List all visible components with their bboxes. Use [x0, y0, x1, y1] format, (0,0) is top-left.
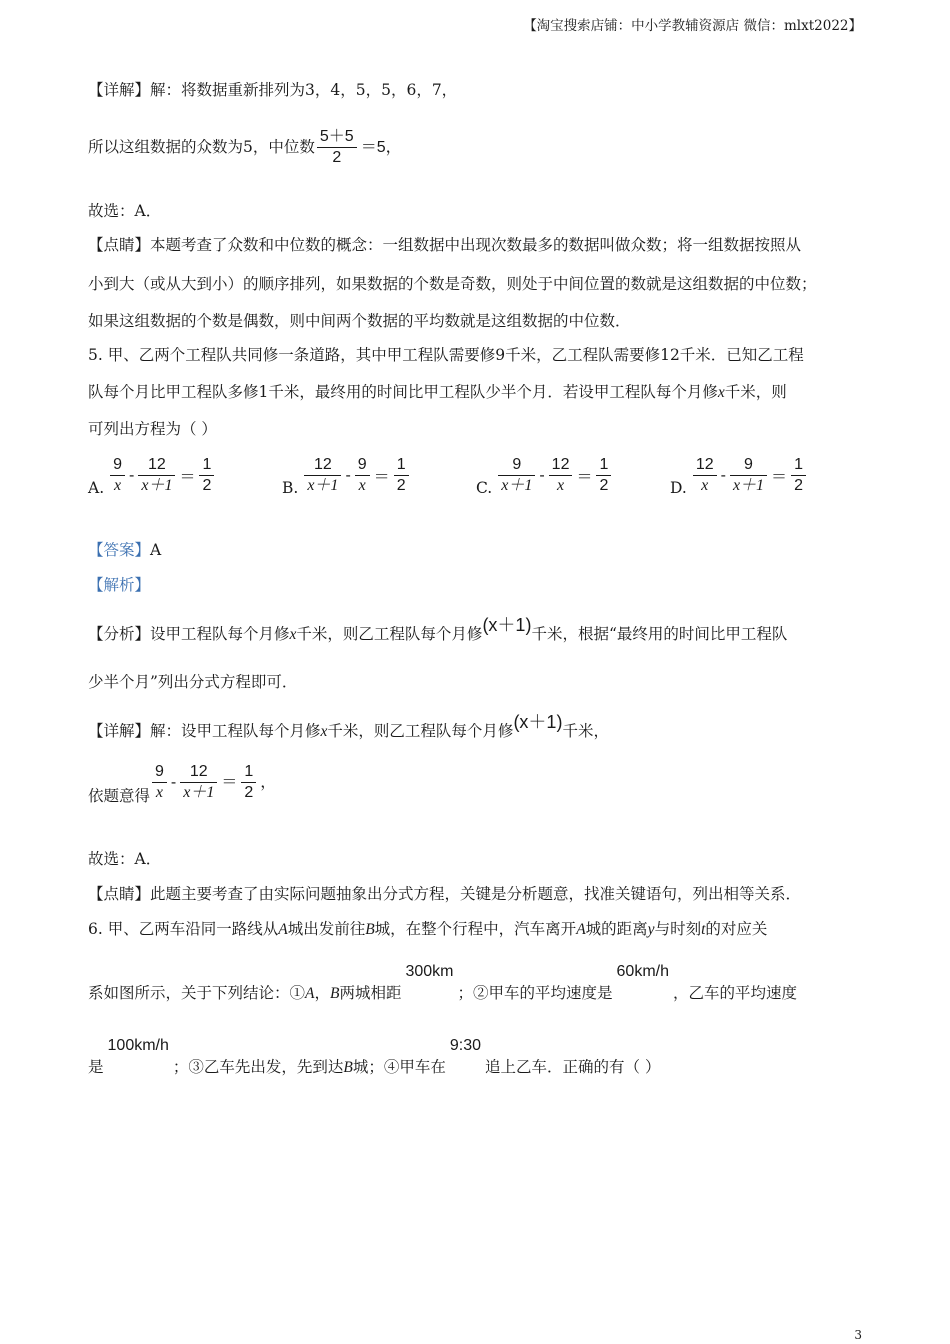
option-d[interactable]: D. $\frac{12}{x}$ - $\frac{9}{x+1}$ ＝ $\frac{1}{2}$: [670, 455, 808, 497]
q4-detail-line: [88, 83, 457, 99]
q4-mode-line: 所以这组数据的众数为5，中位数 $\frac{5+5}{2}$ ＝5，: [88, 127, 404, 169]
option-c[interactable]: C. $\frac{9}{x+1}$ - $\frac{12}{x}$ ＝ $\frac{1}{2}$: [476, 455, 613, 497]
q5-equation-line: 依题意得 $\frac{9}{x}$ - $\frac{12}{x+1}$ ＝ $\frac{1}{2}$ ，: [88, 763, 277, 806]
q5-stem-2: 队每个月比甲工程队多修1千米，最终用的时间比甲工程队少半个月．若设甲工程队每个月修x千米，则: [88, 383, 787, 401]
q5-choose: 故选：A．: [88, 850, 162, 868]
q4-choose: 故选：A．: [88, 202, 162, 220]
q5-answer: 【答案】A: [88, 541, 162, 559]
q5-detail-1: 【详解】解：设甲工程队每个月修x千米，则乙工程队每个月修(x＋1)千米，: [88, 712, 609, 740]
q6-stem-3: 是100km/h；③乙车先出发，先到达B城；④甲车在9:30追上乙车．正确的有（ ）: [88, 1037, 661, 1076]
option-a[interactable]: A. $\frac{9}{x}$ - $\frac{12}{x+1}$ ＝ $\frac{1}{2}$: [88, 455, 216, 497]
q5-fenxi-2: 少半个月”列出分式方程即可．: [88, 673, 298, 691]
q4-comment-2: 小到大（或从大到小）的顺序排列，如果数据的个数是奇数，则处于中间位置的数就是这组数据的中位数；: [88, 275, 817, 293]
q4-comment-3: 如果这组数据的个数是偶数，则中间两个数据的平均数就是这组数据的中位数．: [88, 312, 631, 330]
q5-analysis-tag: 【解析】: [88, 576, 151, 594]
q5-stem-1: 5. 甲、乙两个工程队共同修一条道路，其中甲工程队需要修9千米，乙工程队需要修12千米．已知乙工程: [88, 346, 804, 364]
q6-stem-1: 6. 甲、乙两车沿同一路线从A城出发前往B城，在整个行程中，汽车离开A城的距离y与时刻t的对应关: [88, 920, 768, 938]
q6-stem-2: 系如图所示，关于下列结论：①A，B两城相距300km；②甲车的平均速度是60km/h，乙车的平均速度: [88, 963, 798, 1002]
detail-tag: 【详解】: [88, 81, 151, 99]
q5-comment: 【点睛】此题主要考查了由实际问题抽象出分式方程，关键是分析题意，找准关键语句，列出相等关系．: [88, 885, 802, 903]
detail-text: 解：将数据重新排列为3，4，5，5，6，7，: [150, 81, 458, 99]
page-number: 3: [854, 1328, 862, 1342]
option-b[interactable]: B. $\frac{12}{x+1}$ - $\frac{9}{x}$ ＝ $\frac{1}{2}$: [282, 455, 411, 497]
page-header: 【淘宝搜索店铺：中小学教辅资源店 微信：mlxt2022】: [523, 18, 862, 34]
q5-stem-3: 可列出方程为（ ）: [88, 420, 217, 438]
q5-fenxi-1: 【分析】设甲工程队每个月修x千米，则乙工程队每个月修(x＋1)千米，根据“最终用的时间比甲工程队: [88, 615, 788, 643]
q4-comment-1: 【点睛】本题考查了众数和中位数的概念：一组数据中出现次数最多的数据叫做众数；将一组数据按照从: [88, 236, 802, 254]
median-fraction: $\frac{5+5}{2}$: [317, 127, 357, 169]
